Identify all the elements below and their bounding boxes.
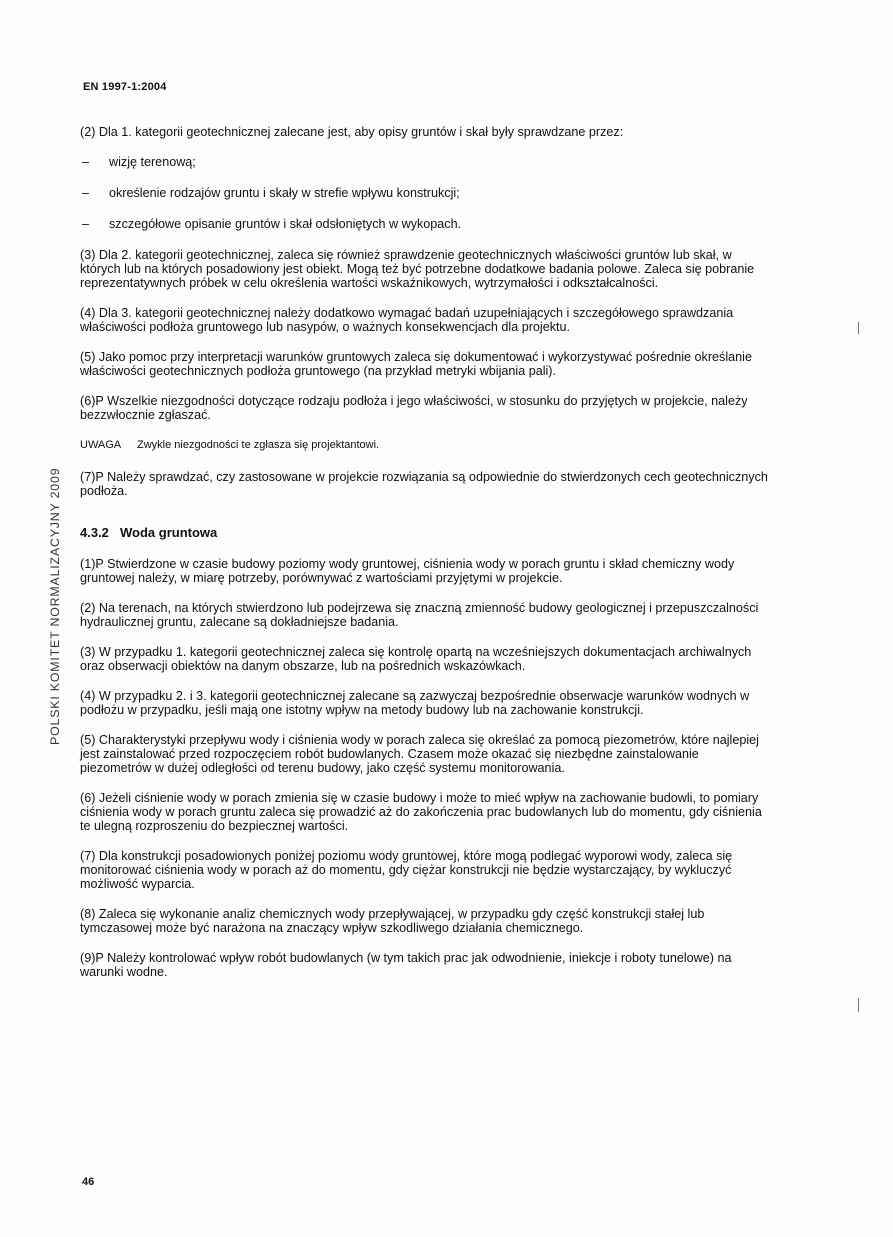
note-label: UWAGA	[80, 439, 122, 451]
section-heading	[80, 526, 770, 540]
margin-mark	[858, 998, 859, 1012]
paragraph-6: (6) Jeżeli ciśnienie wody w porach zmienia się w czasie budowy i może to mieć wpływ na zachowanie budowli, to pomiary ciśnienia wody w porach gruntu zaleca się prowadzić aż do zakończenia prac budowlanych lub do momentu, gdy ciśnienia te ulegną rozproszeniu do bezpiecznej wartości.	[80, 791, 762, 833]
sidebar-watermark-text: POLSKI KOMITET NORMALIZACYJNY 2009	[48, 467, 62, 745]
paragraph-7p: (7)P Należy sprawdzać, czy zastosowane w projekcie rozwiązania są odpowiednie do stwierdzonych cech geotechnicznych podłoża.	[80, 470, 768, 498]
paragraph-6p: (6)P Wszelkie niezgodności dotyczące rodzaju podłoża i jego właściwości, w stosunku do przyjętych w projekcie, należy bezzwłocznie zgłaszać.	[80, 394, 748, 422]
paragraph-3: (3) Dla 2. kategorii geotechnicznej, zaleca się również sprawdzenie geotechnicznych właściwości gruntów lub skał, w których lub na których posadowiony jest obiekt. Mogą też być potrzebne dodatkowe badania polowe. Zaleca się pobranie reprezentatywnych próbek w celu określenia wartości wskaźnikowych, wytrzymałości i odkształcalności.	[80, 248, 755, 290]
paragraph-7: (7) Dla konstrukcji posadowionych poniżej poziomu wody gruntowej, które mogą podlegać wyporowi wody, zaleca się monitorować ciśnienia wody w porach aż do momentu, gdy ciężar konstrukcji nie będzie wystarczający, by wykluczyć możliwość wyparcia.	[80, 849, 733, 891]
paragraph-1p: (1)P Stwierdzone w czasie budowy poziomy wody gruntowej, ciśnienia wody w porach gruntu i skład chemiczny wody gruntowej należy, w miarę potrzeby, porównywać z wartościami przyjętymi w projekcie.	[80, 557, 735, 585]
document-code-header: EN 1997-1:2004	[83, 81, 167, 93]
section-number: 4.3.2	[80, 525, 109, 540]
page-number: 46	[82, 1176, 95, 1188]
paragraph-4: (4) Dla 3. kategorii geotechnicznej należy dodatkowo wymagać badań uzupełniających i szczegółowego sprawdzania właściwości podłoża gruntowego lub nasypów, o ważnych konsekwencjach dla projektu.	[80, 306, 734, 334]
paragraph-3: (3) W przypadku 1. kategorii geotechnicznej zaleca się kontrolę opartą na wcześniejszych dokumentacjach archiwalnych oraz obserwacji obiektów na danym obszarze, lub na pośrednich wskazówkach.	[80, 645, 752, 673]
paragraph-9p: (9)P Należy kontrolować wpływ robót budowlanych (w tym takich prac jak odwodnienie, iniekcje i roboty tunelowe) na warunki wodne.	[80, 951, 732, 979]
note-text: Zwykle niezgodności te zgłasza się projektantowi.	[137, 439, 380, 451]
list-item: – wizję terenową;	[80, 155, 770, 169]
paragraph-4: (4) W przypadku 2. i 3. kategorii geotechnicznej zalecane są zazwyczaj bezpośrednie obserwacje warunków wodnych w podłożu w przypadku, jeśli mają one istotny wpływ na metody budowy lub na zachowanie konstrukcji.	[80, 689, 750, 717]
section-title: Woda gruntowa	[120, 525, 218, 540]
note	[80, 438, 770, 452]
paragraph-5: (5) Jako pomoc przy interpretacji warunków gruntowych zaleca się dokumentować i wykorzystywać pośrednie określanie właściwości geotechnicznych podłoża gruntowego (na przykład metryki wbijania pali).	[80, 350, 752, 378]
bullet-list	[80, 155, 770, 231]
list-item: – określenie rodzajów gruntu i skały w strefie wpływu konstrukcji;	[80, 186, 770, 200]
document-body	[80, 125, 770, 995]
paragraph-8: (8) Zaleca się wykonanie analiz chemicznych wody przepływającej, w przypadku gdy część konstrukcji stałej lub tymczasowej może być narażona na znaczący wpływ szkodliwego działania chemicznego.	[80, 907, 705, 935]
margin-mark	[858, 322, 859, 334]
paragraph-2: (2) Dla 1. kategorii geotechnicznej zalecane jest, aby opisy gruntów i skał były sprawdzane przez:	[80, 125, 624, 139]
paragraph-2: (2) Na terenach, na których stwierdzono lub podejrzewa się znaczną zmienność budowy geologicznej i przepuszczalności hydraulicznej gruntu, zalecane są dokładniejsze badania.	[80, 601, 759, 629]
list-item: – szczegółowe opisanie gruntów i skał odsłoniętych w wykopach.	[80, 217, 770, 231]
paragraph-5: (5) Charakterystyki przepływu wody i ciśnienia wody w porach zaleca się określać za pomocą piezometrów, które najlepiej jest zainstalować przed rozpoczęciem robót budowlanych. Czasem może okazać się niezbędne zainstalowanie piezometrów w dużej odległości od terenu budowy, jako część systemu monitorowania.	[80, 733, 759, 775]
